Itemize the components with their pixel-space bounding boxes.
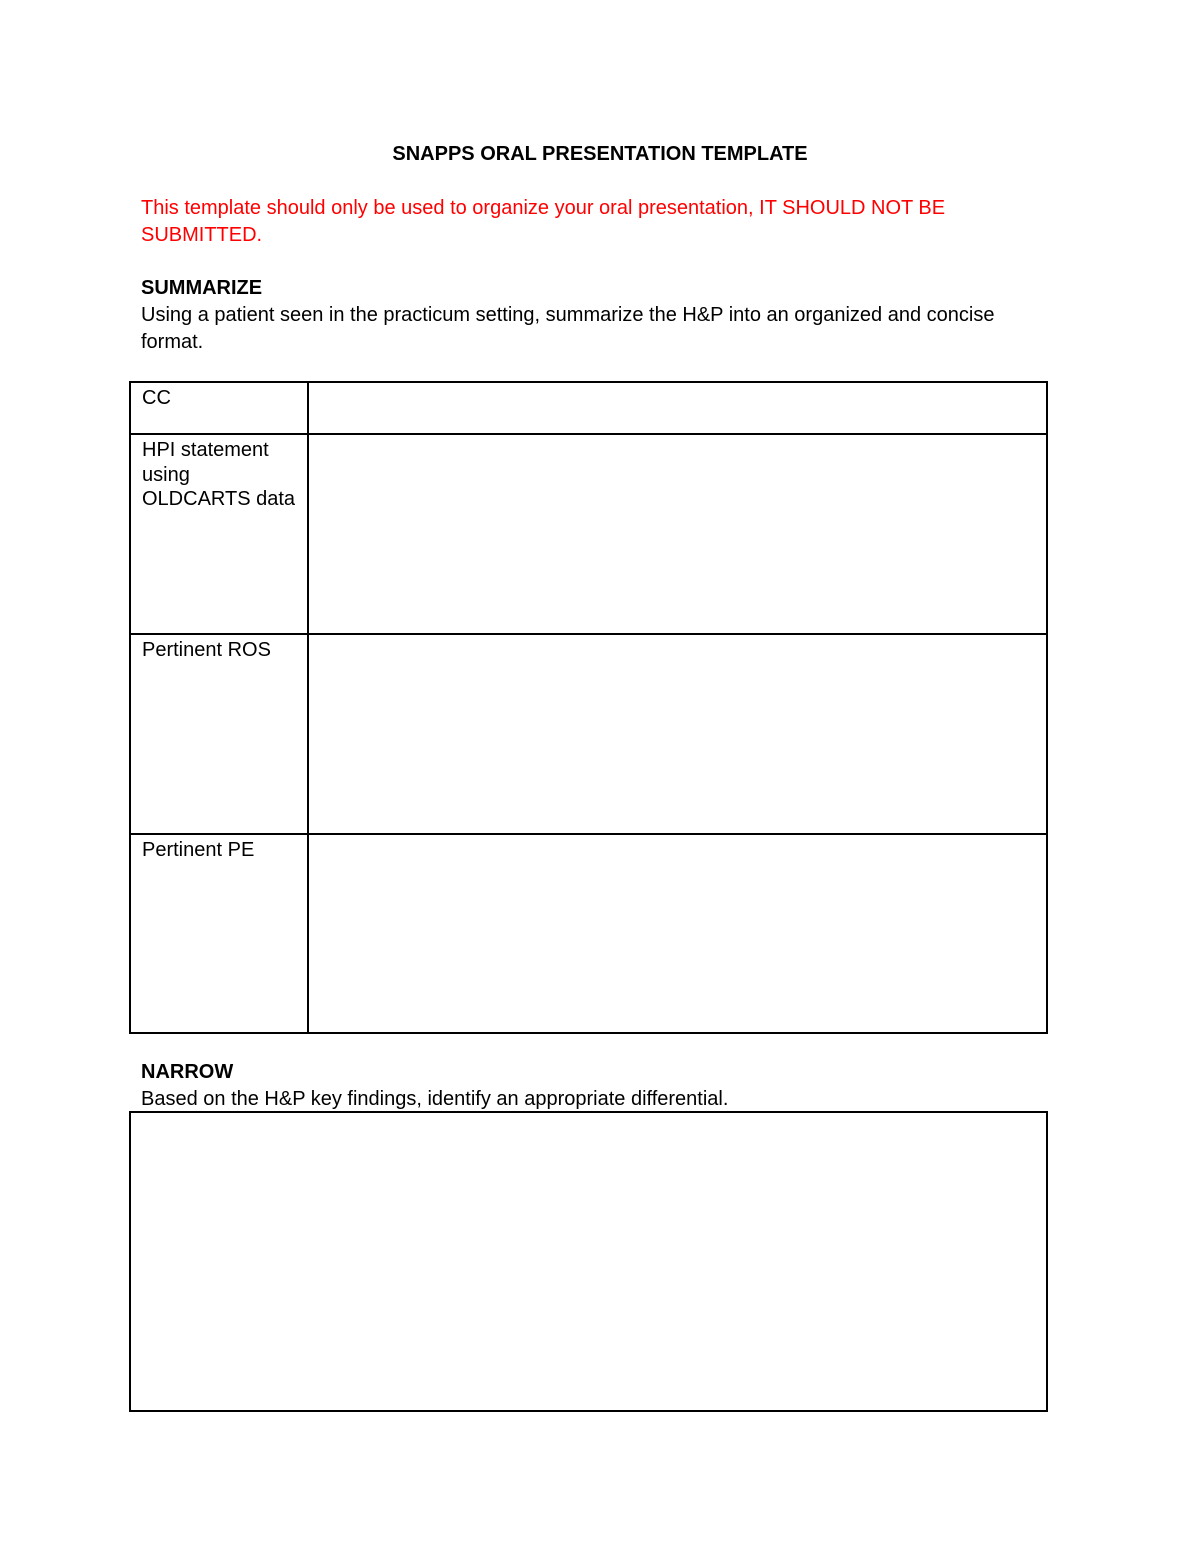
row-label: Pertinent ROS (142, 639, 271, 661)
cc-entry-field[interactable] (308, 382, 1047, 434)
table-row-ros (130, 634, 1047, 834)
warning-note: This template should only be used to organize your oral presentation, IT SHOULD NOT BE SUBMITTED. (141, 197, 946, 246)
pe-entry-field[interactable] (308, 834, 1047, 1033)
row-label-cell (130, 834, 308, 1033)
row-label-cell (130, 634, 308, 834)
hpi-entry-field[interactable] (308, 434, 1047, 634)
summarize-heading: SUMMARIZE (141, 277, 263, 299)
page-title: SNAPPS ORAL PRESENTATION TEMPLATE (392, 143, 808, 165)
table-row-hpi (130, 434, 1047, 634)
table-row-cc (130, 382, 1047, 434)
row-label: CC (142, 387, 171, 409)
differential-entry-box[interactable] (129, 1111, 1048, 1412)
narrow-description: Based on the H&P key findings, identify an appropriate differential. (141, 1088, 729, 1110)
row-label-cell (130, 382, 308, 434)
row-label-cell (130, 434, 308, 634)
summarize-description: Using a patient seen in the practicum setting, summarize the H&P into an organized and concise format. (141, 304, 995, 353)
row-label: Pertinent PE (142, 839, 255, 861)
summary-table (129, 381, 1048, 1034)
table-row-pe (130, 834, 1047, 1033)
row-label: HPI statement using OLDCARTS data (142, 439, 296, 510)
narrow-heading: NARROW (141, 1061, 234, 1083)
ros-entry-field[interactable] (308, 634, 1047, 834)
